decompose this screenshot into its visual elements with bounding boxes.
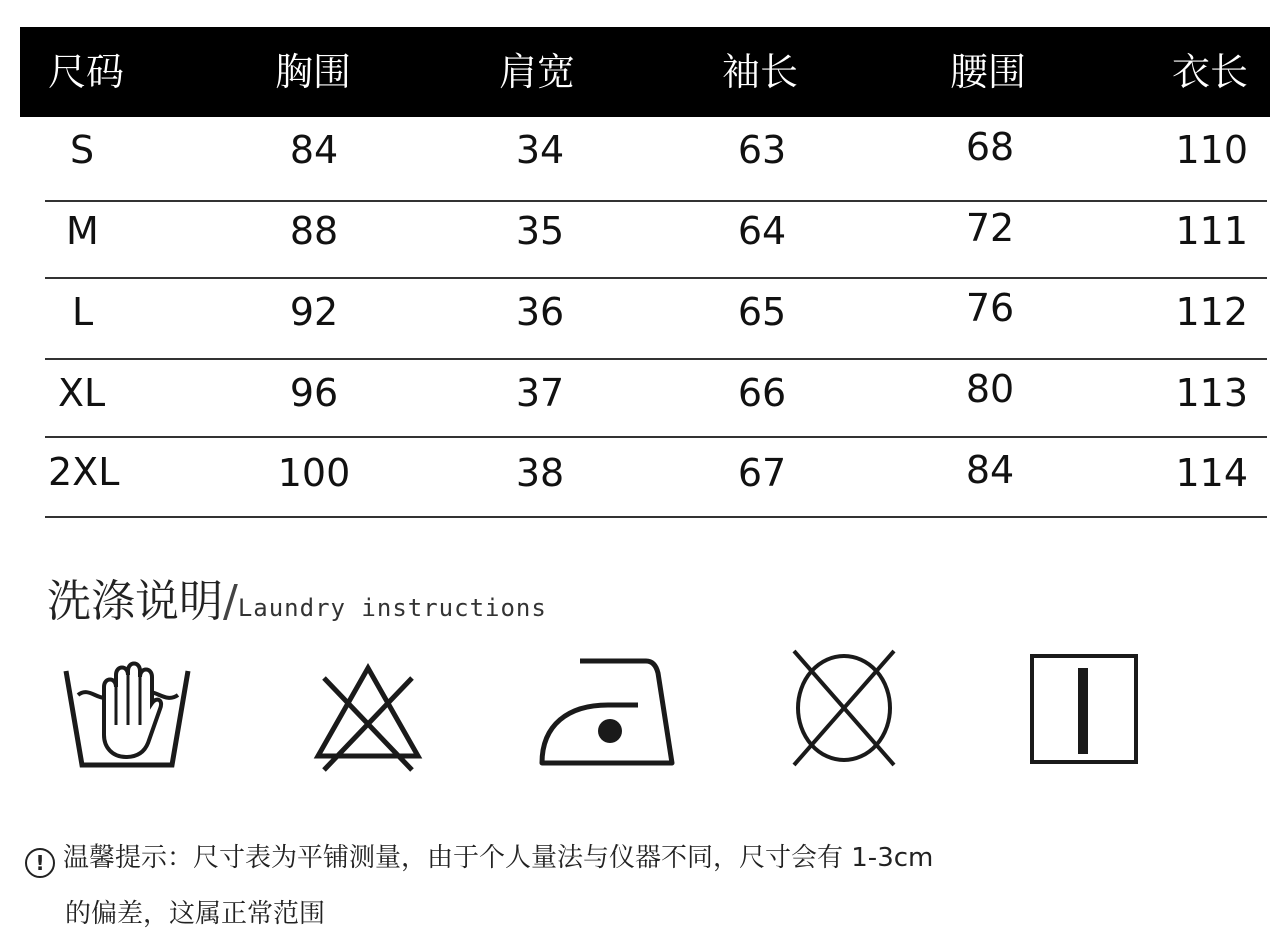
row-divider bbox=[45, 277, 1267, 279]
size-note bbox=[25, 830, 933, 942]
row-length: 112 bbox=[1175, 290, 1248, 334]
row-shoulder: 36 bbox=[515, 290, 565, 334]
row-chest: 100 bbox=[277, 451, 351, 495]
row-size: S bbox=[70, 128, 95, 172]
warning-icon: ! bbox=[25, 848, 55, 878]
header-chest: 胸围 bbox=[274, 50, 351, 94]
header-waist: 腰围 bbox=[949, 50, 1026, 94]
line-dry-icon bbox=[1028, 652, 1142, 768]
row-divider bbox=[45, 358, 1267, 360]
header-length: 衣长 bbox=[1171, 50, 1248, 94]
row-chest: 88 bbox=[289, 209, 339, 253]
row-sleeve: 63 bbox=[737, 128, 787, 172]
row-shoulder: 35 bbox=[515, 209, 565, 253]
row-length: 110 bbox=[1175, 128, 1248, 172]
row-shoulder: 37 bbox=[515, 371, 565, 415]
row-divider bbox=[45, 436, 1267, 438]
row-length: 111 bbox=[1175, 209, 1248, 253]
row-chest: 96 bbox=[289, 371, 339, 415]
note-line-1: 温馨提示：尺寸表为平铺测量，由于个人量法与仪器不同，尺寸会有 1-3cm bbox=[63, 843, 934, 873]
row-sleeve: 64 bbox=[737, 209, 787, 253]
row-size: M bbox=[66, 209, 99, 253]
do-not-bleach-icon bbox=[312, 660, 424, 772]
title-slash: / bbox=[223, 576, 238, 627]
row-waist: 76 bbox=[965, 286, 1015, 330]
row-size: 2XL bbox=[48, 450, 120, 494]
row-divider bbox=[45, 200, 1267, 202]
row-shoulder: 38 bbox=[515, 451, 565, 495]
row-sleeve: 65 bbox=[737, 290, 787, 334]
row-sleeve: 67 bbox=[737, 451, 787, 495]
row-waist: 68 bbox=[965, 125, 1015, 169]
row-size: XL bbox=[58, 371, 106, 415]
laundry-title bbox=[47, 565, 547, 629]
note-line-2: 的偏差，这属正常范围 bbox=[65, 899, 326, 929]
row-shoulder: 34 bbox=[515, 128, 565, 172]
row-waist: 80 bbox=[965, 367, 1015, 411]
row-chest: 84 bbox=[289, 128, 339, 172]
do-not-tumble-dry-icon bbox=[788, 645, 900, 771]
header-shoulder: 肩宽 bbox=[498, 50, 575, 94]
size-table-header bbox=[20, 27, 1270, 117]
header-size: 尺码 bbox=[48, 50, 125, 94]
iron-low-heat-icon bbox=[538, 655, 678, 770]
row-size: L bbox=[72, 290, 94, 334]
hand-wash-icon bbox=[60, 655, 195, 770]
row-chest: 92 bbox=[289, 290, 339, 334]
row-waist: 72 bbox=[965, 206, 1015, 250]
header-sleeve: 袖长 bbox=[721, 50, 798, 94]
row-waist: 84 bbox=[965, 448, 1015, 492]
laundry-title-en: Laundry instructions bbox=[237, 594, 547, 622]
row-sleeve: 66 bbox=[737, 371, 787, 415]
laundry-title-cn: 洗涤说明 bbox=[47, 576, 223, 627]
row-length: 113 bbox=[1175, 371, 1248, 415]
row-length: 114 bbox=[1175, 451, 1248, 495]
row-divider bbox=[45, 516, 1267, 518]
